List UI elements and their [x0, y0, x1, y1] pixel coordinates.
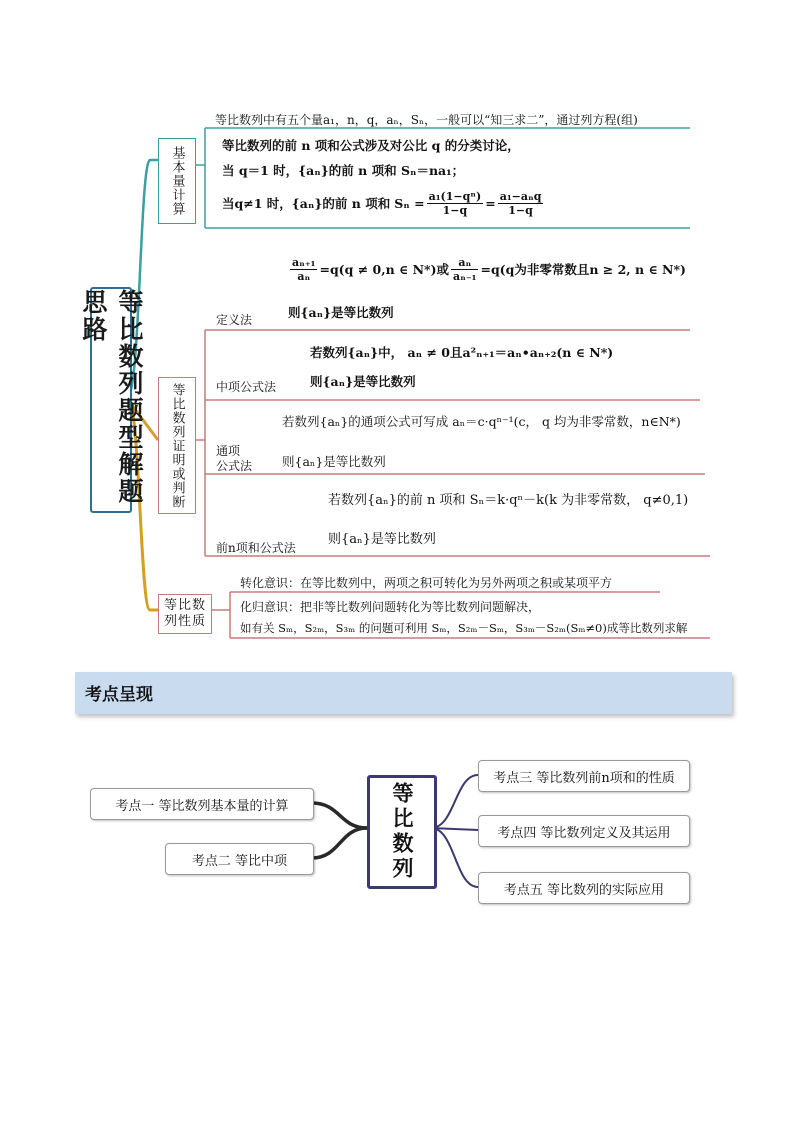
definition-formula: $\frac{\text{aₙ₊₁}}{\text{aₙ}}$ =q(q ≠ 0,n ∈ N*)或 $\frac{\text{aₙ}}{\text{aₙ₋₁}}$ =q(q为非零常数且n ≥ 2, n ∈ N*) [292, 256, 686, 284]
root-title: 等比数列题型解题思路 [79, 289, 144, 505]
sum-formula-fraction-2: $\frac{\text{a₁−aₙq}}{1-q}$ [499, 190, 542, 218]
method-general-term-label: 通项 公式法 [216, 444, 253, 473]
kaodian-center [367, 775, 437, 889]
property-line-1: 转化意识：在等比数列中，两项之积可转化为另外两项之积或某项平方 [240, 576, 613, 590]
kaodian-item-1: 考点一 等比数列基本量的计算 [90, 788, 314, 820]
kaodian-item-5: 考点五 等比数列的实际应用 [478, 872, 690, 904]
basic-line-1: 等比数列中有五个量a₁，n，q，aₙ，Sₙ，一般可以“知三求二”，通过列方程(组) [215, 113, 638, 127]
kaodian-center-label: 等比数列 [390, 782, 415, 882]
branch-proof-label: 等比数列证明或判断 [169, 382, 185, 509]
definition-conclusion: 则{aₙ}是等比数列 [288, 305, 394, 320]
basic-line-4: 当q≠1 时，{aₙ}的前 n 项和 Sₙ = $\frac{\text{a₁(1−qⁿ)}}{1-q}$ = $\frac{\text{a₁−aₙq}}{1-q}$ [222, 190, 542, 218]
section-title: 考点呈现 [85, 685, 153, 705]
sum-condition: 若数列{aₙ}的前 n 项和 Sₙ＝k·qⁿ－k(k 为非零常数， q≠0,1) [328, 493, 689, 508]
branch-properties-label: 等比数 列性质 [163, 597, 206, 629]
property-line-2: 化归意识：把非等比数列问题转化为等比数列问题解决， [240, 600, 541, 614]
kaodian-item-4: 考点四 等比数列定义及其运用 [478, 815, 690, 847]
basic-line-3: 当 q＝1 时，{aₙ}的前 n 项和 Sₙ＝na₁； [222, 163, 465, 178]
branch-properties [158, 594, 212, 634]
general-term-condition: 若数列{aₙ}的通项公式可写成 aₙ＝c·qⁿ⁻¹(c， q 均为非零常数，n∈N*) [282, 414, 681, 429]
sum-conclusion: 则{aₙ}是等比数列 [328, 532, 436, 547]
method-middle-term-label: 中项公式法 [216, 380, 277, 394]
middle-term-conclusion: 则{aₙ}是等比数列 [310, 374, 416, 389]
method-definition-label: 定义法 [216, 313, 253, 327]
section-header [75, 672, 732, 714]
root-node [79, 287, 144, 513]
middle-term-condition: 若数列{aₙ}中， aₙ ≠ 0且a²ₙ₊₁＝aₙ•aₙ₊₂(n ∈ N*) [310, 345, 614, 360]
basic-line-2: 等比数列的前 n 项和公式涉及对公比 q 的分类讨论， [222, 138, 520, 153]
branch-proof [158, 377, 196, 514]
branch-basic-calc [158, 138, 196, 224]
method-sum-label: 前n项和公式法 [216, 541, 296, 555]
general-term-conclusion: 则{aₙ}是等比数列 [282, 454, 386, 469]
sum-formula-fraction-1: $\frac{\text{a₁(1−qⁿ)}}{1-q}$ [428, 190, 482, 218]
kaodian-item-2: 考点二 等比中项 [165, 843, 314, 875]
branch-basic-calc-label: 基本量计算 [169, 146, 185, 216]
kaodian-item-3: 考点三 等比数列前n项和的性质 [478, 760, 690, 792]
property-line-3: 如有关 Sₘ，S₂ₘ，S₃ₘ 的问题可利用 Sₘ，S₂ₘ－Sₘ，S₃ₘ－S₂ₘ(Sₘ≠0)成等比数列求解 [240, 621, 688, 635]
